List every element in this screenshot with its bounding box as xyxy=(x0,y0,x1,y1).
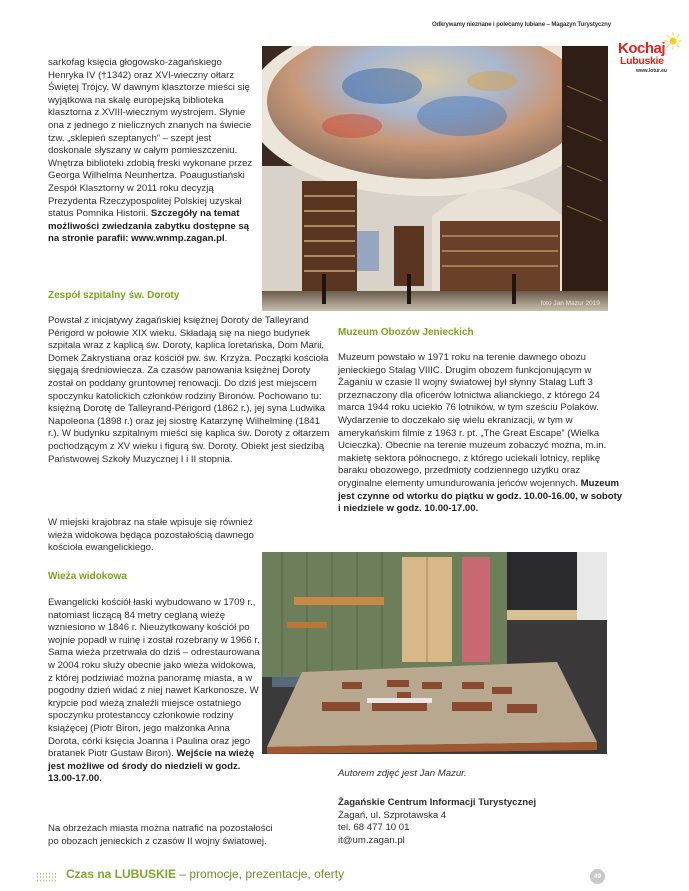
visiting-info: Szczegóły na temat możliwości zwiedzania zabytku dostępne są na stronie parafii: www.wnmp.zagan.pl xyxy=(48,208,249,245)
museum-opening-hours: Muzeum jest czynne od wtorku do piątku w godz. 10.00-16.00, w soboty i niedziele w godz. 10.00-17.00. xyxy=(338,477,623,515)
sun-icon xyxy=(664,32,682,50)
logo-line2: Lubuskie xyxy=(620,55,664,67)
footer-tagline xyxy=(66,867,344,881)
camp-model-photo xyxy=(262,552,607,754)
footer-brand: Czas na LUBUSKIE xyxy=(66,867,177,881)
section-heading-museum: Muzeum Obozów Jenieckich xyxy=(338,327,474,338)
logo-line1: Kochaj xyxy=(618,40,666,57)
footer-subtitle: – promocje, prezentacje, oferty xyxy=(176,867,345,881)
library-fresco-photo xyxy=(262,46,608,311)
intro-paragraph: sarkofag księcia głogowsko-żagańskiego Henryka IV (†1342) oraz XVI-wieczny ołtarz Świętej Trójcy. W dawnym klasztorze mieści się wyjątkowa na skalę europejską biblioteka klasztorna z XVIII-wiecznym wystrojem. Słynie ona z jednego z nielicznych znanych na świecie tzw. „sklepień szeptanych” – szept jest doskonale słyszany w całym pomieszczeniu. Wnętrza biblioteki zdobią freski wykonane przez Georga Wilhelma Neunhertza. Poaugustiański Zespół Klasztorny w 2011 roku decyzją Prezydenta Rzeczypospolitej Polskiej uzyskał status Pomnika Historii. Szczegóły na temat możliwości zwiedzania zabytku dostępne są na stronie parafii: www.wnmp.zagan.pl. xyxy=(48,57,253,245)
tower-intro-paragraph: W miejski krajobraz na stałe wpisuje się również wieża widokowa będąca pozostałością dawnego kościoła ewangelickiego. xyxy=(48,517,254,554)
magazine-tagline: Odkrywamy nieznane i polecamy lubiane – Magazyn Turystyczny xyxy=(431,22,611,28)
contact-email[interactable]: it@um.zagan.pl xyxy=(338,834,405,846)
section-heading-tower: Wieża widokowa xyxy=(48,571,127,582)
footer-dots-decoration xyxy=(36,872,56,882)
camp-model-illustration xyxy=(262,552,607,754)
kochaj-lubuskie-logo[interactable] xyxy=(618,38,684,82)
museum-paragraph: Muzeum powstało w 1971 roku na terenie dawnego obozu jenieckiego Stalag VIIIC. Drugim obozem funkcjonującym w Żaganiu w czasie II wojny światowej był słynny Stalag Luft 3 przeznaczony dla oficerów lotnictwa alianckiego, z którego 24 marca 1944 roku uciekło 76 lotników, w tym sześciu Polaków. Wydarzenie to doczekało się wielu ekranizacji, w tym w amerykańskim filmie z 1963 r. pt. „The Great Escape” (Wielka Ucieczka). Obecnie na terenie muzeum zobaczyć można, m.in. makietę sektora północnego, z którego uciekali lotnicy, replikę baraku obozowego, przedmioty codziennego użytku oraz oryginalne elementy umundurowania jeńców wojennych. Muzeum jest czynne od wtorku do piątku w godz. 10.00-16.00, w soboty i niedziele w godz. 10.00-17.00. xyxy=(338,352,623,515)
section-heading-hospital: Zespół szpitalny św. Doroty xyxy=(48,290,180,301)
library-fresco-illustration xyxy=(262,46,608,311)
contact-block xyxy=(338,797,598,847)
camps-paragraph: Na obrzeżach miasta można natrafić na pozostałości po obozach jenieckich z czasów II wojny światowej. xyxy=(48,823,273,847)
page-number: 49 xyxy=(590,869,605,884)
contact-address: Żagań, ul. Szprotawska 4 xyxy=(338,809,447,821)
contact-phone: tel. 68 477 10 01 xyxy=(338,822,410,834)
photo-author-note: Autorem zdjęć jest Jan Mazur. xyxy=(338,768,467,779)
tower-opening-hours: Wejście na wieżę jest możliwe od środy do niedzieli w godz. 13.00-17.00. xyxy=(48,748,255,785)
left-column xyxy=(48,57,253,246)
tower-paragraph: Ewangelicki kościół łaski wybudowano w 1709 r., natomiast liczącą 84 metry ceglaną wieżę wzniesiono w 1846 r. Nieużytkowany kościół po wojnie popadł w ruinę i został rozebrany w 1966 r. Sama wieża przetrwała do dziś – odrestaurowana w 2004 roku służy obecnie jako wieża widokowa, z której podziwiać można panoramę miasta, a w pogodny dzień widać z niej nawet Karkonosze. W krypcie pod wieżą znaleźli miejsce ostatniego spoczynku protestanccy członkowie rodziny książęcej (Piotr Biron, jego małżonka Anna Dorota, córki księcia Joanna i Paulina oraz jego bratanek Piotr Gustaw Biron). Wejście na wieżę jest możliwe od środy do niedzieli w godz. 13.00-17.00. xyxy=(48,597,260,785)
photo-credit: foto Jan Mazur 2019 xyxy=(540,300,600,307)
logo-url: www.lotur.eu xyxy=(636,68,667,74)
contact-name: Żagańskie Centrum Informacji Turystycznej xyxy=(338,797,537,808)
hospital-paragraph: Powstał z inicjatywy żagańskiej księżnej Doroty de Talleyrand Périgord w połowie XIX wieku. Składają się na niego budynek szpitala wraz z kaplicą św. Doroty, kaplica loretańska, Dom Marii, Domek Zakrystiana oraz kościół pw. św. Krzyża. Początki kościoła sięgają średniowiecza. Za czasów panowania księżnej Doroty został on poddany gruntownej renowacji. Do dziś jest miejscem spoczynku katolickich członków rodziny Bironów. Pochowano tu: księżną Dorotę de Talleyrand-Périgord (1862 r.), jej syna Ludwika Napoleona (1898 r.) oraz jej siostrę Katarzynę Wilhelminę (1841 r.). W budynku szpitalnym mieści się kaplica św. Doroty z ołtarzem pochodzącym z XV wieku i figurą św. Doroty. Obiekt jest siedzibą Państwowej Szkoły Muzycznej I i II stopnia. xyxy=(48,315,330,465)
